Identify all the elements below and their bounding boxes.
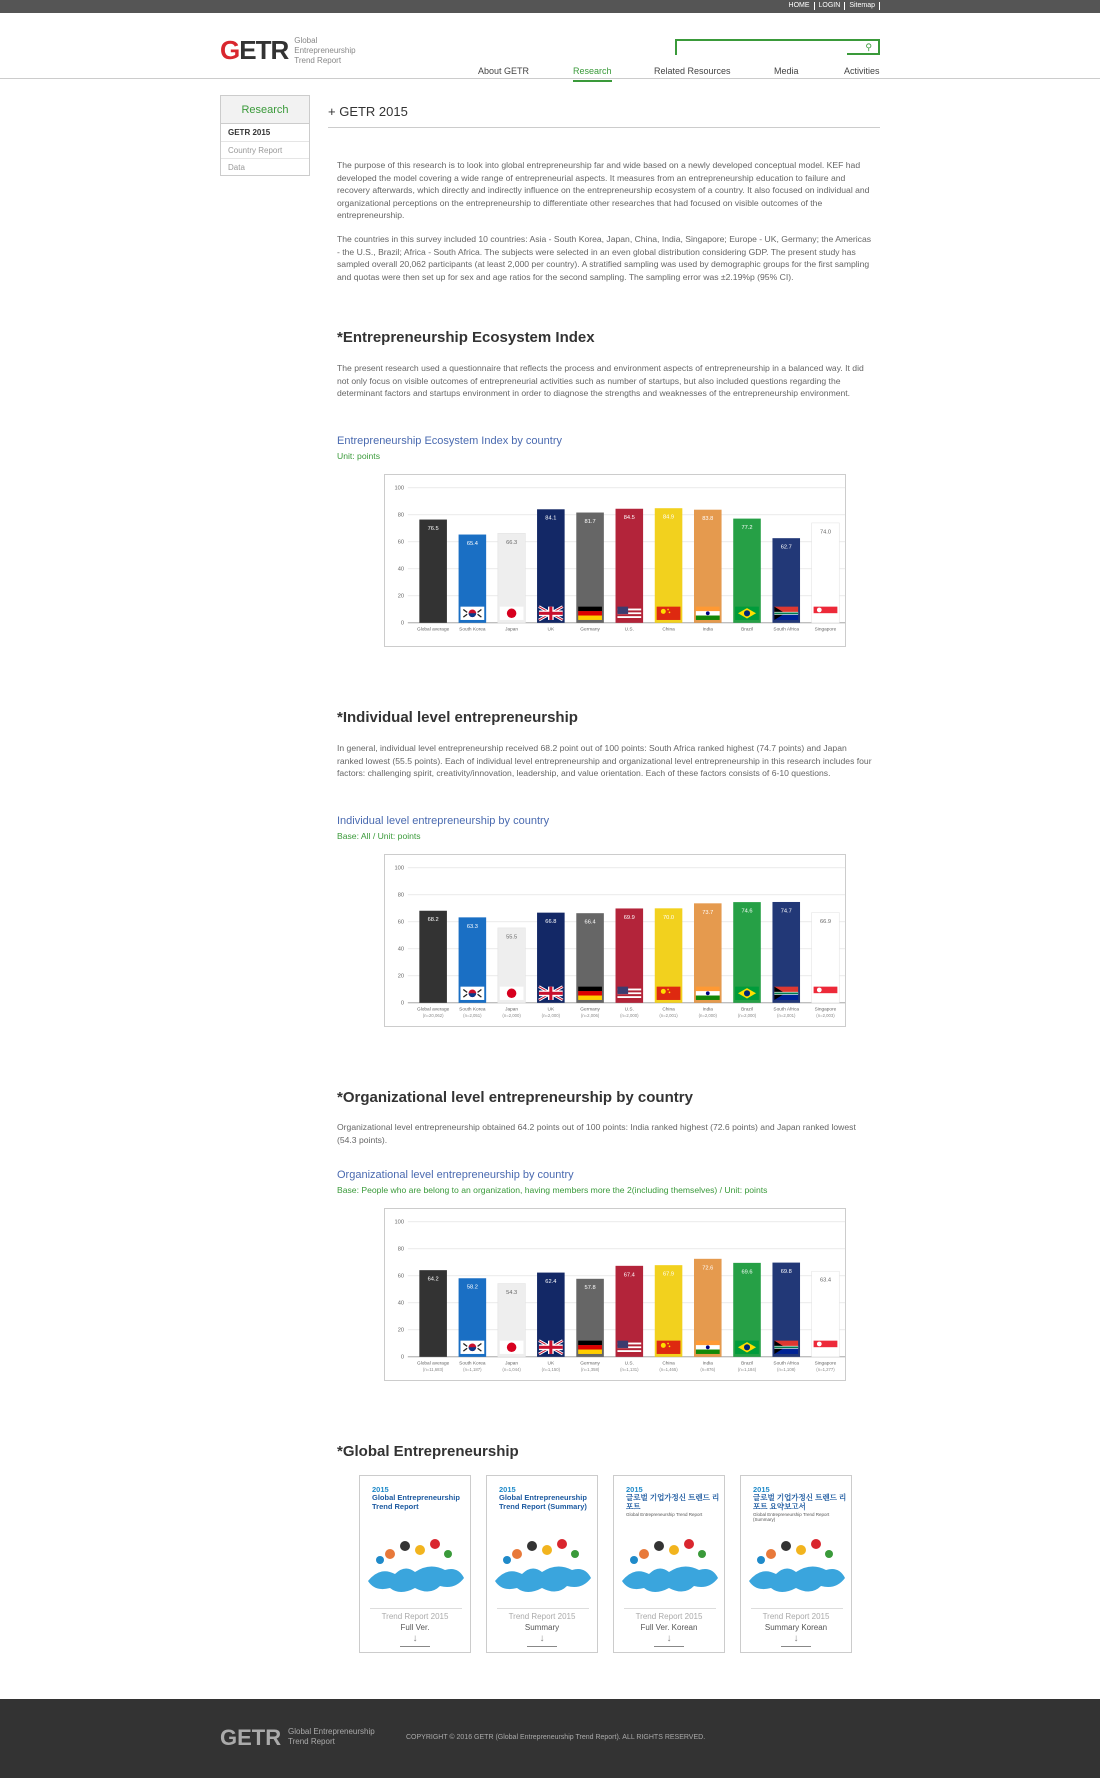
- section-text-individual: In general, individual level entrepreneurship received 68.2 point out of 100 points: South Africa ranked highest (74.7 points) and Japan ranked lowest (55.5 points). Each of individual level entrepreneurship and organizational level entrepreneurship in this research includes four factors: challenging spirit, creativity/innovation, leadership, and value orientation. Each of these factors consists of 6-10 questions.: [337, 743, 872, 779]
- y-tick-label: 20: [397, 1327, 405, 1334]
- bar: [576, 513, 604, 623]
- chart-title-individual: Individual level entrepreneurship by country: [337, 815, 550, 827]
- flag-icon: [617, 1341, 641, 1354]
- data-label: 74.7: [780, 908, 792, 915]
- world-map-illustration: [614, 1526, 724, 1606]
- sample-size-label: (n=1,187): [463, 1367, 482, 1373]
- category-label: Global average: [417, 1007, 450, 1013]
- search-box: [675, 39, 880, 55]
- report-card[interactable]: [486, 1475, 598, 1653]
- flag-icon: [500, 607, 524, 620]
- search-input[interactable]: [677, 46, 847, 58]
- sample-size-label: (n=2,000): [737, 1013, 757, 1019]
- data-label: 67.9: [663, 1271, 675, 1278]
- bar: [655, 508, 683, 623]
- category-label: Japan: [505, 1361, 519, 1367]
- flag-icon: [657, 1341, 681, 1354]
- data-label: 84.9: [663, 514, 675, 521]
- chart-title-organizational: Organizational level entrepreneurship by country: [337, 1169, 574, 1181]
- category-label: Germany: [580, 1361, 600, 1367]
- data-label: 73.7: [702, 909, 714, 916]
- card-divider: [497, 1608, 589, 1609]
- data-label: 77.2: [741, 525, 753, 532]
- data-label: 83.8: [702, 516, 714, 523]
- data-label: 69.6: [741, 1269, 753, 1276]
- login-link[interactable]: LOGIN: [815, 2, 846, 10]
- sample-size-label: (n=2,000): [620, 1013, 639, 1019]
- nav-related-resources[interactable]: Related Resources: [654, 66, 731, 76]
- y-tick-label: 40: [397, 1300, 405, 1307]
- bar: [694, 510, 722, 623]
- flag-icon: [814, 1341, 838, 1354]
- sample-size-label: (n=1,358): [580, 1367, 600, 1373]
- category-label: Germany: [580, 627, 600, 633]
- chart-unit-individual: Base: All / Unit: points: [337, 831, 421, 841]
- flag-icon: [460, 1341, 484, 1354]
- data-label: 76.5: [427, 526, 439, 533]
- data-label: 57.8: [584, 1285, 596, 1292]
- sidebar-item-country-report[interactable]: Country Report: [221, 141, 309, 158]
- sample-size-label: (n=20,062): [422, 1013, 444, 1019]
- flag-icon: [617, 607, 641, 620]
- flag-icon: [578, 1341, 602, 1354]
- flag-icon: [696, 607, 720, 620]
- data-label: 65.4: [466, 540, 478, 547]
- sample-size-label: (n=1,150): [541, 1367, 561, 1373]
- report-cover-title: 글로벌 기업가정신 트렌드 리포트: [626, 1493, 720, 1511]
- y-tick-label: 80: [397, 512, 405, 519]
- data-label: 62.7: [780, 544, 792, 551]
- category-label: UK: [547, 627, 555, 633]
- sample-size-label: (n=2,001): [777, 1013, 796, 1019]
- flag-icon: [735, 987, 759, 1000]
- flag-icon: [735, 607, 759, 620]
- y-tick-label: 0: [400, 620, 405, 627]
- section-heading-organizational: *Organizational level entrepreneurship by country: [337, 1089, 693, 1106]
- sample-size-label: (n=1,465): [659, 1367, 678, 1373]
- category-label: Global average: [417, 627, 450, 633]
- y-tick-label: 60: [397, 539, 405, 546]
- category-label: China: [662, 627, 675, 633]
- y-tick-label: 0: [400, 1354, 405, 1361]
- data-label: 66.4: [584, 919, 596, 926]
- chart-unit-ecosystem: Unit: points: [337, 451, 380, 461]
- category-label: Brazil: [741, 627, 753, 633]
- category-label: Brazil: [741, 1361, 753, 1367]
- sidebar-item-data[interactable]: Data: [221, 158, 309, 175]
- category-label: Brazil: [741, 1007, 753, 1013]
- data-label: 66.3: [506, 539, 518, 546]
- data-label: 63.4: [819, 1277, 832, 1284]
- report-version: Summary: [524, 1623, 560, 1632]
- y-tick-label: 20: [397, 593, 405, 600]
- category-label: India: [702, 1361, 713, 1367]
- report-version: Full Ver. Korean: [640, 1623, 698, 1632]
- category-label: Japan: [505, 1007, 519, 1013]
- category-label: South Africa: [773, 1361, 800, 1367]
- bar: [419, 911, 447, 1003]
- category-label: Japan: [505, 627, 519, 633]
- search-icon[interactable]: ⚲: [865, 42, 872, 52]
- download-icon[interactable]: ↓: [654, 1633, 684, 1647]
- footer-logo-subtitle: Global Entrepreneurship Trend Report: [288, 1727, 375, 1746]
- data-label: 62.4: [545, 1279, 557, 1286]
- data-label: 67.4: [623, 1272, 635, 1279]
- home-link[interactable]: HOME: [785, 2, 815, 10]
- flag-icon: [657, 987, 681, 1000]
- category-label: U.S.: [624, 627, 634, 633]
- report-label: Trend Report 2015: [762, 1612, 830, 1621]
- site-header: [0, 13, 1100, 79]
- y-tick-label: 40: [397, 566, 405, 573]
- flag-icon: [696, 1341, 720, 1354]
- sidebar: [220, 95, 310, 176]
- data-label: 72.6: [702, 1265, 714, 1272]
- intro-paragraph-2: The countries in this survey included 10 countries: Asia - South Korea, Japan, China, India, Singapore; Europe - UK, Germany; the Americas - the U.S., Brazil; Africa - South Africa. The subjects were selected in an even global distribution considering GDP. The present study has sampled overall 20,062 participants (at least 2,000 per country). A stratified sampling was used by demographic groups for the first sampling and quotas were then set up for sex and age ratios for the second sampling. The sampling error was ±2.19%p (95% CI).: [337, 234, 872, 282]
- world-map-illustration: [487, 1526, 597, 1606]
- sample-size-label: (n=2,003): [816, 1013, 835, 1019]
- section-heading-individual: *Individual level entrepreneurship: [337, 709, 578, 726]
- nav-research[interactable]: Research: [573, 66, 612, 82]
- y-tick-label: 80: [397, 1246, 405, 1253]
- data-label: 70.0: [663, 914, 675, 921]
- data-label: 81.7: [584, 518, 596, 525]
- sample-size-label: (n=1,131): [620, 1367, 639, 1373]
- report-card[interactable]: [740, 1475, 852, 1653]
- data-label: 84.1: [545, 515, 557, 522]
- category-label: China: [662, 1007, 675, 1013]
- y-tick-label: 100: [394, 485, 405, 492]
- download-icon[interactable]: ↓: [781, 1633, 811, 1647]
- site-logo[interactable]: [220, 35, 374, 66]
- sample-size-label: (n=2,000): [541, 1013, 561, 1019]
- flag-icon: [460, 987, 484, 1000]
- category-label: China: [662, 1361, 675, 1367]
- flag-icon: [774, 1341, 798, 1354]
- sample-size-label: (n=2,051): [463, 1013, 482, 1019]
- organizational-chart: [384, 1208, 846, 1381]
- card-divider: [624, 1608, 716, 1609]
- category-label: South Korea: [459, 1361, 486, 1367]
- sample-size-label: (n=11,683): [422, 1367, 444, 1373]
- category-label: Global average: [417, 1361, 450, 1367]
- report-version: Full Ver.: [400, 1623, 430, 1632]
- report-label: Trend Report 2015: [635, 1612, 703, 1621]
- y-tick-label: 40: [397, 946, 405, 953]
- y-tick-label: 100: [394, 865, 405, 872]
- card-divider: [370, 1608, 462, 1609]
- y-tick-label: 80: [397, 892, 405, 899]
- section-heading-ecosystem: *Entrepreneurship Ecosystem Index: [337, 329, 595, 346]
- report-downloads: [359, 1475, 867, 1653]
- data-label: 84.5: [623, 515, 635, 522]
- sitemap-link[interactable]: Sitemap: [845, 2, 880, 10]
- y-tick-label: 0: [400, 1000, 405, 1007]
- flag-icon: [500, 1341, 524, 1354]
- sample-size-label: (n=1,184): [737, 1367, 757, 1373]
- data-label: 69.8: [780, 1269, 792, 1276]
- category-label: India: [702, 1007, 713, 1013]
- category-label: Singapore: [814, 627, 837, 633]
- flag-icon: [814, 987, 838, 1000]
- chart-unit-organizational: Base: People who are belong to an organization, having members more the 2(including themselves) / Unit: points: [337, 1185, 768, 1195]
- report-cover-subtitle: Global Entrepreneurship Trend Report: [626, 1512, 703, 1517]
- intro-paragraph-1: The purpose of this research is to look into global entrepreneurship far and wide based on a newly developed conceptual model. KEF had developed the model covering a wide range of entrepreneurial aspects. It measures from an entrepreneurship education to failure and recovery afterwards, which directly and indirectly influence on the entrepreneurship ecosystem of a country. It also focused on individual and organizational perceptions on the entrepreneurship to differentiate other researches that had focused on visible outcomes of the entrepreneurship.: [337, 160, 870, 221]
- sample-size-label: (n=1,108): [777, 1367, 796, 1373]
- section-heading-global: *Global Entrepreneurship: [337, 1443, 519, 1460]
- y-tick-label: 100: [394, 1219, 405, 1226]
- bar-chart-svg: [385, 855, 847, 1028]
- world-map-illustration: [360, 1526, 470, 1606]
- report-cover-title: 글로벌 기업가정신 트렌드 리포트 요약보고서: [753, 1493, 847, 1511]
- bar-chart-svg: [385, 475, 847, 648]
- sidebar-title: Research: [221, 96, 309, 124]
- data-label: 66.9: [819, 918, 832, 925]
- section-text-ecosystem: The present research used a questionnaire that reflects the process and environment aspects of entrepreneurship in a balanced way. It did not only focus on visible outcomes of entrepreneurial activities such as number of startups, but also included questions regarding the determinant factors and startups environment in order to diagnose the strengths and weaknesses of the entrepreneurship environment.: [337, 363, 864, 399]
- report-version: Summary Korean: [764, 1623, 828, 1632]
- category-label: UK: [547, 1007, 555, 1013]
- bar-chart-svg: [385, 1209, 847, 1382]
- sample-size-label: (n=2,001): [659, 1013, 678, 1019]
- bar: [537, 509, 565, 623]
- flag-icon: [735, 1341, 759, 1354]
- category-label: UK: [547, 1361, 555, 1367]
- page-title: + GETR 2015: [328, 104, 880, 128]
- sample-size-label: (n=1,277): [816, 1367, 835, 1373]
- data-label: 68.2: [427, 917, 439, 924]
- report-year: 2015: [753, 1485, 770, 1494]
- report-year: 2015: [499, 1485, 516, 1494]
- sample-size-label: (n=876): [700, 1367, 716, 1373]
- report-cover-title: Global Entrepreneurship Trend Report: [372, 1493, 460, 1511]
- data-label: 64.2: [427, 1276, 439, 1283]
- flag-icon: [539, 1341, 563, 1354]
- category-label: South Korea: [459, 627, 486, 633]
- bar: [419, 1270, 447, 1357]
- data-label: 54.3: [506, 1289, 518, 1296]
- report-label: Trend Report 2015: [381, 1612, 449, 1621]
- report-cover-title: Global Entrepreneurship Trend Report (Summary): [499, 1493, 587, 1511]
- data-label: 74.0: [819, 529, 832, 536]
- category-label: U.S.: [624, 1007, 634, 1013]
- y-tick-label: 60: [397, 1273, 405, 1280]
- footer-logo: GETR: [220, 1725, 282, 1750]
- flag-icon: [696, 987, 720, 1000]
- report-card[interactable]: [359, 1475, 471, 1653]
- category-label: Germany: [580, 1007, 600, 1013]
- nav-about-getr[interactable]: About GETR: [478, 66, 530, 76]
- sample-size-label: (n=1,044): [502, 1367, 521, 1373]
- report-card[interactable]: [613, 1475, 725, 1653]
- flag-icon: [814, 607, 838, 620]
- category-label: Singapore: [814, 1361, 837, 1367]
- chart-title-ecosystem: Entrepreneurship Ecosystem Index by country: [337, 435, 563, 447]
- category-label: Singapore: [814, 1007, 837, 1013]
- flag-icon: [539, 607, 563, 620]
- sample-size-label: (n=2,006): [580, 1013, 600, 1019]
- y-tick-label: 20: [397, 973, 405, 980]
- report-year: 2015: [372, 1485, 389, 1494]
- bar: [616, 509, 644, 623]
- data-label: 55.5: [506, 934, 518, 941]
- flag-icon: [774, 607, 798, 620]
- top-utility-bar: [0, 0, 1100, 13]
- flag-icon: [657, 607, 681, 620]
- data-label: 66.8: [545, 919, 557, 926]
- category-label: India: [702, 627, 713, 633]
- flag-icon: [539, 987, 563, 1000]
- flag-icon: [578, 607, 602, 620]
- data-label: 69.9: [623, 914, 635, 921]
- flag-icon: [460, 607, 484, 620]
- data-label: 63.3: [466, 923, 478, 930]
- flag-icon: [617, 987, 641, 1000]
- logo-wordmark: GETR: [220, 35, 289, 65]
- sample-size-label: (n=2,000): [502, 1013, 521, 1019]
- world-map-illustration: [741, 1526, 851, 1606]
- category-label: South Korea: [459, 1007, 486, 1013]
- category-label: South Africa: [773, 627, 800, 633]
- report-year: 2015: [626, 1485, 643, 1494]
- flag-icon: [500, 987, 524, 1000]
- category-label: U.S.: [624, 1361, 634, 1367]
- section-text-organizational: Organizational level entrepreneurship obtained 64.2 points out of 100 points: India ranked highest (72.6 points) and Japan ranked lowest (54.3 points).: [337, 1122, 856, 1145]
- card-divider: [751, 1608, 843, 1609]
- footer-copyright: COPYRIGHT © 2016 GETR (Global Entrepreneurship Trend Report). ALL RIGHTS RESERVED.: [406, 1734, 706, 1741]
- y-tick-label: 60: [397, 919, 405, 926]
- logo-subtitle: Global Entrepreneurship Trend Report: [294, 35, 356, 65]
- flag-icon: [578, 987, 602, 1000]
- report-cover-subtitle: Global Entrepreneurship Trend Report (Summary): [753, 1512, 830, 1522]
- nav-activities[interactable]: Activities: [844, 66, 880, 76]
- download-icon[interactable]: ↓: [400, 1633, 430, 1647]
- sample-size-label: (n=2,000): [698, 1013, 717, 1019]
- ecosystem-chart: [384, 474, 846, 647]
- nav-media[interactable]: Media: [774, 66, 799, 76]
- bar: [419, 520, 447, 623]
- individual-chart: [384, 854, 846, 1027]
- utility-links: [785, 2, 880, 10]
- flag-icon: [774, 987, 798, 1000]
- sidebar-item-getr-2015[interactable]: GETR 2015: [228, 128, 271, 137]
- category-label: South Africa: [773, 1007, 800, 1013]
- data-label: 58.2: [466, 1284, 478, 1291]
- report-label: Trend Report 2015: [508, 1612, 576, 1621]
- site-footer: [0, 1699, 1100, 1778]
- download-icon[interactable]: ↓: [527, 1633, 557, 1647]
- data-label: 74.6: [741, 908, 753, 915]
